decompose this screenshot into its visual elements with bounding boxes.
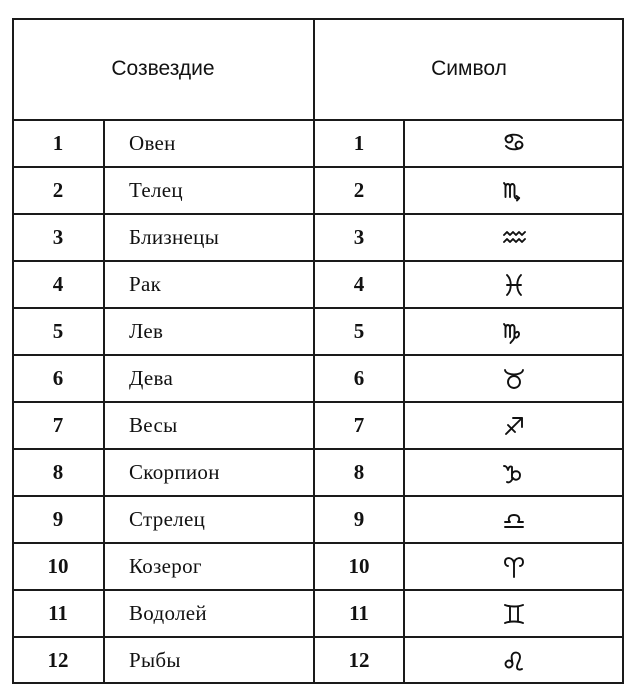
constellation-name: Водолей: [129, 601, 207, 625]
symbol-header: Символ: [431, 57, 507, 80]
symbol-cell: [404, 355, 624, 402]
symbol-cell: [404, 308, 624, 355]
symbol-cell: [404, 543, 624, 590]
constellation-name: Телец: [129, 178, 183, 202]
symbol-cell: [404, 449, 624, 496]
constellation-number: 3: [52, 225, 64, 249]
symbol-number: 3: [353, 225, 365, 249]
scorpio-icon: [502, 179, 526, 203]
constellation-name: Козерог: [129, 554, 202, 578]
taurus-icon: [502, 367, 526, 391]
capricorn-icon: [502, 461, 526, 485]
aries-icon: [502, 555, 526, 579]
constellation-name: Рыбы: [129, 648, 181, 672]
constellation-number: 5: [52, 319, 64, 343]
constellation-number: 4: [52, 272, 64, 296]
cancer-icon: [502, 132, 526, 156]
gemini-icon: [502, 602, 526, 626]
symbol-number: 9: [353, 507, 365, 531]
constellation-name: Рак: [129, 272, 162, 296]
constellation-number: 7: [52, 413, 64, 437]
symbol-cell: [404, 261, 624, 308]
constellation-name: Близнецы: [129, 225, 220, 249]
symbol-number: 7: [353, 413, 365, 437]
symbol-cell: [404, 496, 624, 543]
constellation-name: Овен: [129, 131, 176, 155]
constellation-number: 12: [47, 648, 69, 672]
constellation-number: 2: [52, 178, 64, 202]
symbol-number: 8: [353, 460, 365, 484]
symbol-cell: [404, 214, 624, 261]
constellation-name: Стрелец: [129, 507, 206, 531]
symbol-cell: [404, 637, 624, 684]
constellation-number: 1: [52, 131, 64, 155]
aquarius-icon: [502, 226, 526, 250]
virgo-icon: [502, 320, 526, 344]
leo-icon: [502, 649, 526, 673]
constellation-number: 6: [52, 366, 64, 390]
symbol-number: 12: [348, 648, 370, 672]
symbol-number: 10: [348, 554, 370, 578]
symbol-number: 2: [353, 178, 365, 202]
constellation-name: Скорпион: [129, 460, 220, 484]
constellation-name: Весы: [129, 413, 178, 437]
symbol-cell: [404, 590, 624, 637]
symbol-number: 5: [353, 319, 365, 343]
constellation-header: Созвездие: [111, 57, 215, 80]
symbol-cell: [404, 167, 624, 214]
libra-icon: [502, 508, 526, 532]
constellation-name: Дева: [129, 366, 174, 390]
symbol-cell: [404, 120, 624, 167]
constellation-number: 9: [52, 507, 64, 531]
constellation-number: 10: [47, 554, 69, 578]
constellation-name: Лев: [129, 319, 164, 343]
symbol-cell: [404, 402, 624, 449]
constellation-number: 8: [52, 460, 64, 484]
symbol-number: 1: [353, 131, 365, 155]
symbol-number: 6: [353, 366, 365, 390]
constellation-number: 11: [48, 601, 68, 625]
pisces-icon: [502, 273, 526, 297]
symbol-number: 4: [353, 272, 365, 296]
sagittarius-icon: [502, 414, 526, 438]
symbol-number: 11: [349, 601, 369, 625]
